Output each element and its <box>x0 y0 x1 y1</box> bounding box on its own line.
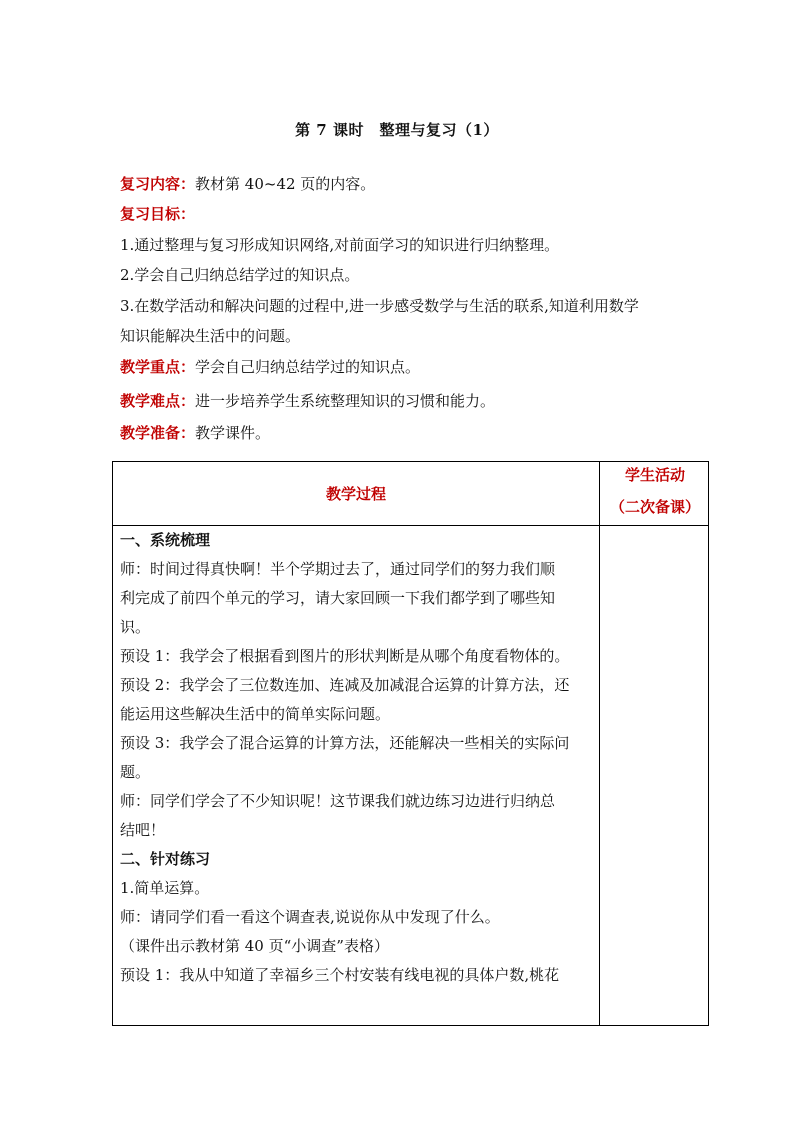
review-goal-heading <box>120 204 690 224</box>
process-line: 能运用这些解决生活中的简单实际问题。 <box>120 705 391 723</box>
process-line: 1.简单运算。 <box>120 879 210 897</box>
header-student-activity-label: 学生活动 <box>624 466 685 484</box>
process-line: 预设 2：我学会了三位数连加、连减及加减混合运算的计算方法，还 <box>120 676 570 694</box>
teaching-prep-label: 教学准备： <box>120 424 196 442</box>
lesson-table <box>112 461 709 1026</box>
review-goal-label: 复习目标： <box>120 205 196 223</box>
process-line: 预设 3：我学会了混合运算的计算方法，还能解决一些相关的实际问 <box>120 734 570 752</box>
goal-line-1: 1.通过整理与复习形成知识网络,对前面学习的知识进行归纳整理。 <box>120 236 560 254</box>
section-heading-practice: 二、针对练习 <box>120 850 211 868</box>
process-line: 利完成了前四个单元的学习，请大家回顾一下我们都学到了哪些知 <box>120 589 556 607</box>
process-line: （课件出示教材第 40 页“小调查”表格） <box>120 937 389 955</box>
teaching-difficulty-value: 进一步培养学生系统整理知识的习惯和能力。 <box>195 392 496 410</box>
teaching-difficulty-label: 教学难点： <box>120 392 196 410</box>
teaching-difficulty-line <box>120 391 690 411</box>
process-line: 预设 1：我从中知道了幸福乡三个村安装有线电视的具体户数,桃花 <box>120 966 560 984</box>
process-line: 师：同学们学会了不少知识呢！这节课我们就边练习边进行归纳总 <box>120 792 556 810</box>
header-student-activity <box>600 462 710 525</box>
goal-line-2: 2.学会自己归纳总结学过的知识点。 <box>120 266 360 284</box>
review-content-line <box>120 174 690 194</box>
teaching-prep-line <box>120 423 690 443</box>
teaching-key-line <box>120 357 690 377</box>
header-teaching-process: 教学过程 <box>325 485 386 503</box>
process-line: 师：请同学们看一看这个调查表,说说你从中发现了什么。 <box>120 908 500 926</box>
review-content-value: 教材第 40~42 页的内容。 <box>195 175 376 193</box>
teaching-key-value: 学会自己归纳总结学过的知识点。 <box>195 358 421 376</box>
teaching-key-label: 教学重点： <box>120 358 196 376</box>
section-heading-review: 一、系统梳理 <box>120 531 211 549</box>
goal-line-3: 3.在数学活动和解决问题的过程中,进一步感受数学与生活的联系,知道利用数学 <box>120 297 639 315</box>
process-line: 师：时间过得真快啊！半个学期过去了，通过同学们的努力我们顺 <box>120 560 556 578</box>
process-line: 预设 1：我学会了根据看到图片的形状判断是从哪个角度看物体的。 <box>120 647 570 665</box>
process-line: 识。 <box>120 618 151 636</box>
review-content-label: 复习内容： <box>120 175 196 193</box>
header-second-preparation-label: （二次备课） <box>609 498 700 516</box>
process-line: 题。 <box>120 763 151 781</box>
page-title: 第 7 课时 整理与复习（1） <box>295 121 499 139</box>
column-divider <box>599 462 600 1025</box>
process-line: 结吧！ <box>120 821 166 839</box>
teaching-prep-value: 教学课件。 <box>195 424 271 442</box>
goal-line-4: 知识能解决生活中的问题。 <box>120 327 301 345</box>
